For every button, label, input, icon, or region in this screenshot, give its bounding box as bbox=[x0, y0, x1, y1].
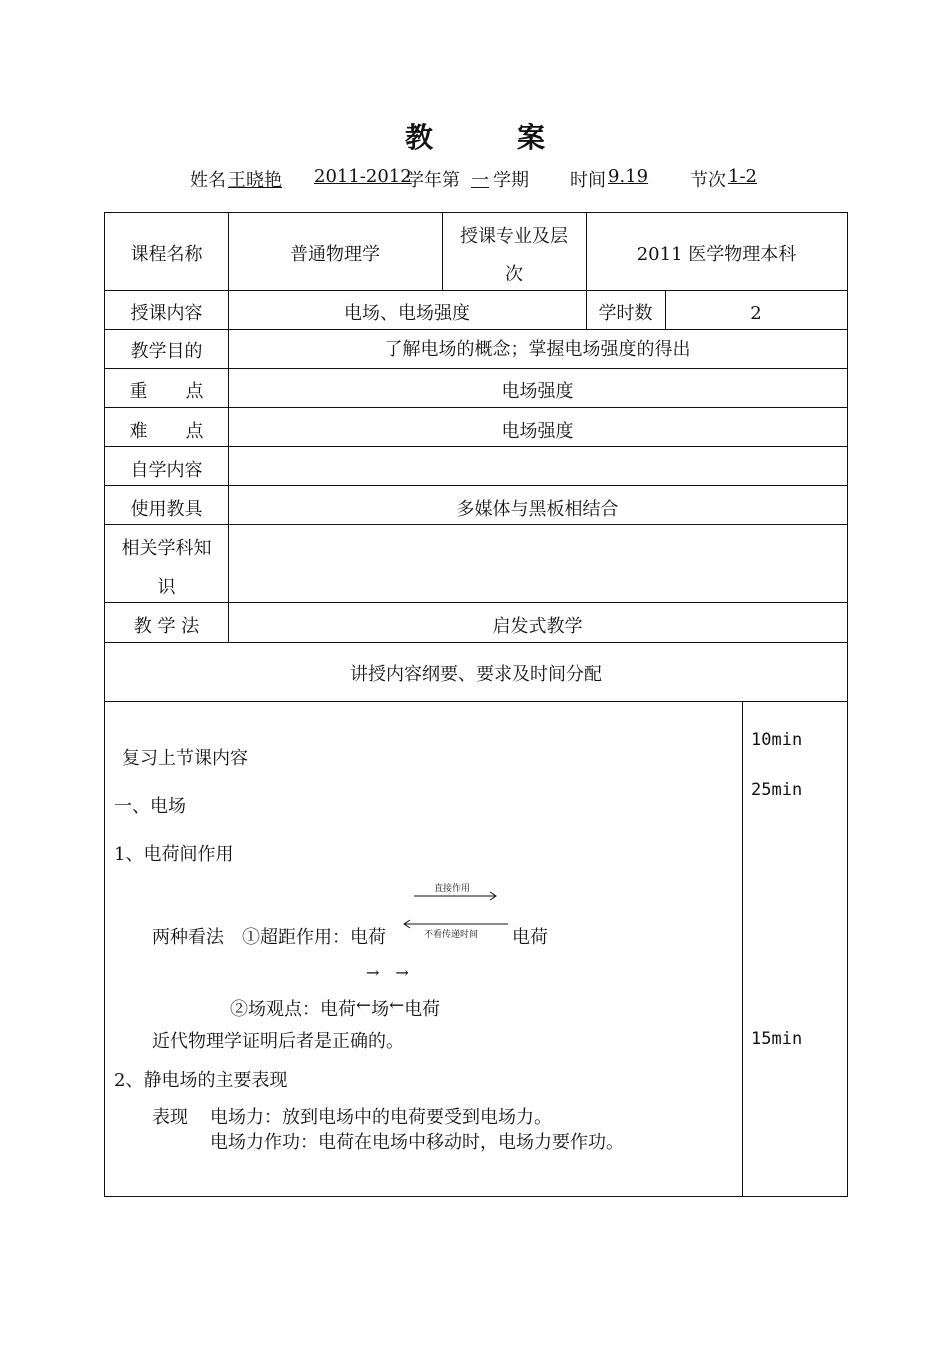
tools-value: 多媒体与黑板相结合 bbox=[456, 499, 619, 520]
key-label-char2: 点 bbox=[185, 381, 204, 402]
subsection-charge-interaction: 1、电荷间作用 bbox=[114, 844, 234, 865]
title-char-2: 案 bbox=[517, 121, 548, 154]
content-value: 电场、电场强度 bbox=[344, 303, 470, 324]
subsection-static-field: 2、静电场的主要表现 bbox=[114, 1070, 288, 1091]
time-label: 时间 bbox=[570, 170, 606, 191]
title-char-1: 教 bbox=[404, 121, 435, 154]
conclusion-text: 近代物理学证明后者是正确的。 bbox=[152, 1031, 404, 1052]
right-arrow-icon bbox=[414, 890, 500, 902]
method-value: 启发式教学 bbox=[492, 616, 583, 637]
goal-label: 教学目的 bbox=[130, 341, 203, 362]
two-views-text: 两种看法 ①超距作用：电荷 bbox=[152, 927, 386, 948]
time-allocation-1: 10min bbox=[751, 730, 803, 750]
field-view-c: 电荷 bbox=[404, 999, 441, 1020]
row-divider bbox=[105, 701, 847, 702]
difficulty-label bbox=[105, 413, 228, 451]
major-value: 2011 医学物理本科 bbox=[636, 244, 797, 265]
field-view-b: 场 bbox=[371, 999, 390, 1020]
term-label: 学年第 bbox=[406, 170, 460, 191]
key-point-label bbox=[105, 373, 228, 411]
show-line-2: 电场力作功：电荷在电场中移动时，电场力要作功。 bbox=[210, 1132, 624, 1153]
diff-label-char2: 点 bbox=[185, 421, 204, 442]
major-label-line2: 次 bbox=[505, 264, 523, 285]
course-name-label: 课程名称 bbox=[130, 244, 203, 265]
hours-value: 2 bbox=[750, 303, 762, 324]
left-arrow-icon: ← bbox=[356, 995, 372, 1016]
time-value: 9.19 bbox=[608, 166, 649, 187]
page-title bbox=[0, 116, 952, 156]
left-arrow-icon: ← bbox=[389, 995, 405, 1016]
arrows-row: → → bbox=[366, 963, 409, 982]
review-text: 复习上节课内容 bbox=[122, 748, 248, 769]
goal-value: 了解电场的概念；掌握电场强度的得出 bbox=[384, 339, 691, 360]
col-divider bbox=[742, 701, 743, 1196]
key-point-value: 电场强度 bbox=[501, 381, 574, 402]
term-suffix: 学期 bbox=[493, 170, 529, 191]
name-label: 姓名 bbox=[190, 170, 226, 191]
major-label-line1: 授课专业及层 bbox=[460, 226, 568, 247]
field-view-text bbox=[230, 995, 440, 1021]
diff-label-char1: 难 bbox=[129, 421, 148, 442]
self-study-label: 自学内容 bbox=[130, 460, 203, 481]
difficulty-value: 电场强度 bbox=[501, 421, 574, 442]
content-label: 授课内容 bbox=[130, 303, 203, 324]
key-label-char1: 重 bbox=[129, 381, 148, 402]
time-allocation-2: 25min bbox=[751, 780, 803, 800]
method-label: 教 学 法 bbox=[133, 616, 200, 637]
hours-label: 学时数 bbox=[598, 303, 653, 324]
time-allocation-3: 15min bbox=[751, 1029, 803, 1049]
term-value: 一 bbox=[471, 170, 489, 191]
period-value: 1-2 bbox=[728, 166, 757, 187]
period-label: 节次 bbox=[690, 170, 726, 191]
outline-header: 讲授内容纲要、要求及时间分配 bbox=[350, 664, 602, 685]
year-value: 2011-2012 bbox=[314, 166, 412, 187]
section-electric-field: 一、电场 bbox=[114, 796, 186, 817]
field-view-a: ②场观点：电荷 bbox=[230, 999, 356, 1020]
related-label-line2: 识 bbox=[157, 577, 176, 598]
course-name-value: 普通物理学 bbox=[290, 244, 380, 265]
show-line-1: 电场力：放到电场中的电荷要受到电场力。 bbox=[210, 1107, 552, 1128]
related-label-line1: 相关学科知 bbox=[121, 538, 212, 559]
no-time-label: 不看传递时间 bbox=[424, 930, 479, 940]
name-value: 王晓艳 bbox=[228, 170, 282, 191]
tools-label: 使用教具 bbox=[130, 499, 203, 520]
show-label: 表现 bbox=[152, 1107, 188, 1128]
charge-right: 电荷 bbox=[512, 927, 548, 948]
direct-action-label: 直接作用 bbox=[434, 884, 471, 894]
